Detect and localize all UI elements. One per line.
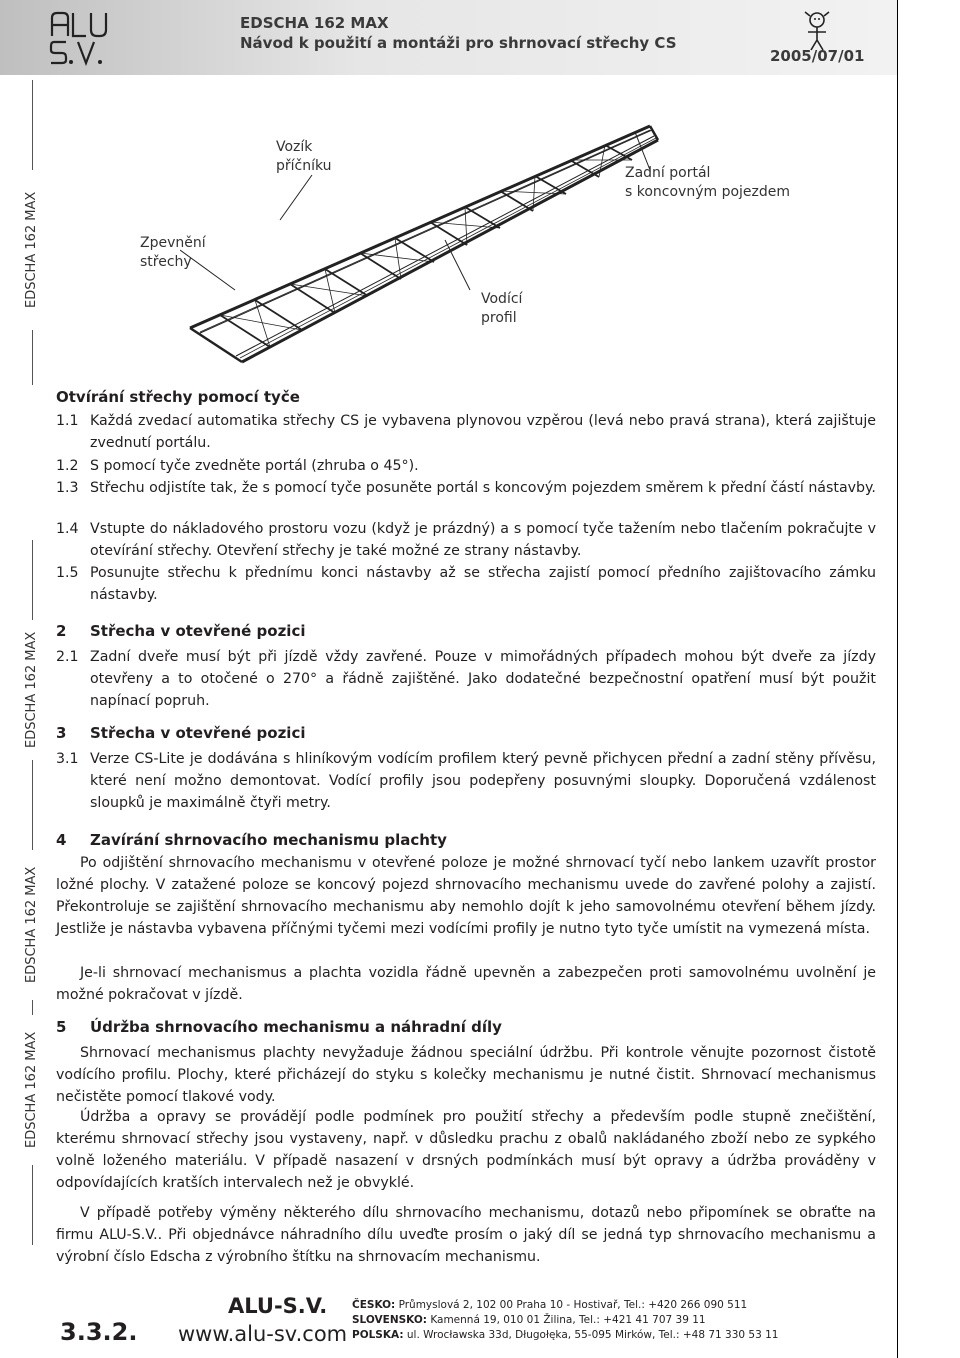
document-title xyxy=(240,13,677,53)
side-label: EDSCHA 162 MAX xyxy=(24,631,39,749)
section5-number: 5 xyxy=(56,1018,67,1036)
list-item: 2.1 Zadní dveře musí být při jízdě vždy zavřené. Pouze v mimořádných případech mohou být dveře za jízdy otevřeny a to otočené o 270° a řádně zajištěné. Jako dodatečné bezpečnostní opatření musí být použit napínací popruh. xyxy=(56,649,876,709)
alu-sv-logo xyxy=(48,10,110,66)
footer-addresses xyxy=(352,1298,779,1343)
leader-line xyxy=(280,175,312,220)
section3-heading: Střecha v otevřené pozici xyxy=(90,724,306,742)
side-rule xyxy=(32,80,33,170)
page-number: 3.3.2. xyxy=(60,1318,138,1346)
list-item: 3.1 Verze CS-Lite je dodávána s hliníkovým vodícím profilem který pevně přichycen přední a zadní stěny přívěsu, které není možno demontovat. Vodící profily jsou podepřeny posuvnými sloupky. Doporučená vzdálenost sloupků je maximálně čtyři metry. xyxy=(56,751,876,811)
paragraph: Údržba a opravy se provádějí podle podmínek pro použití střechy a především podle stupně znečištění, kterému shrnovací střechy jsou vystaveny, např. v důsledku prachu z obalů nakládaného zboží nebo ze sypkého volně loženého materiálu. V případě nasazení v drsných podmínkách musí být opravy a údržba prováděny v odpovídajících kratších intervalech než je obvyklé. xyxy=(56,1109,876,1191)
section3-number: 3 xyxy=(56,724,67,742)
section4-number: 4 xyxy=(56,831,67,849)
title-product: EDSCHA 162 MAX xyxy=(240,14,389,32)
paragraph: Je-li shrnovací mechanismus a plachta vozidla řádně upevněn a zabezpečen proti samovolnému uvolnění je možné pokračovat v jízdě. xyxy=(56,965,876,1003)
document-date: 2005/07/01 xyxy=(770,47,865,65)
roof-frame-illustration xyxy=(180,100,680,370)
list-item: 1.3 Střechu odjistíte tak, že s pomocí tyče posuněte portál s koncovým pojezdem směrem k přední částí nástavby. xyxy=(56,480,876,496)
list-item: 1.5 Posunujte střechu k přednímu konci nástavby až se střecha zajistí pomocí předního zajištovacího zámku nástavby. xyxy=(56,565,876,603)
footer-brand: ALU-S.V. xyxy=(228,1294,328,1318)
mascot-icon xyxy=(800,10,834,52)
side-rule xyxy=(32,1000,33,1015)
side-label: EDSCHA 162 MAX xyxy=(24,866,39,984)
label-zadni-portal: Zadní portál s koncovným pojezdem xyxy=(625,165,791,200)
side-rule xyxy=(32,760,33,850)
address-line: POLSKA: ul. Wrocławska 33d, Długołęka, 55-095 Mirków, Tel.: +48 71 330 53 11 xyxy=(352,1329,779,1341)
address-line: ČESKO: Průmyslová 2, 102 00 Praha 10 - Hostivař, Tel.: +420 266 090 511 xyxy=(352,1299,748,1311)
paragraph: V případě potřeby výměny některého dílu shrnovacího mechanismu, dotazů nebo připomínek se obraťte na firmu ALU-S.V.. Při objednávce náhradního dílu uveďte prosím o jaký díl se jedná typ shrnovacího mechanismu a výrobní číslo Edscha z výrobního štítku na shrnovacím mechanismu. xyxy=(56,1205,876,1265)
label-vozik: Vozík příčníku xyxy=(276,139,332,174)
side-rule xyxy=(32,540,33,620)
label-zpevneni: Zpevnění střechy xyxy=(140,235,206,270)
section1-heading: Otvírání střechy pomocí tyče xyxy=(56,388,300,406)
title-subtitle: Návod k použití a montáži pro shrnovací střechy CS xyxy=(240,34,677,52)
paragraph: Shrnovací mechanismus plachty nevyžaduje žádnou speciální údržbu. Při kontrole věnujte pozornost čistotě vodícího profilu. Plochy, které přicházejí do styku s kolečky mechanismu je nutné čistit. Shrnovací mechanismus nečistěte pomocí tlakové vody. xyxy=(56,1045,876,1105)
section2-number: 2 xyxy=(56,622,67,640)
list-item: 1.2 S pomocí tyče zvedněte portál (zhruba o 45°). xyxy=(56,458,419,474)
section2-heading: Střecha v otevřené pozici xyxy=(90,622,306,640)
side-label: EDSCHA 162 MAX xyxy=(24,191,39,309)
section4-heading: Zavírání shrnovacího mechanismu plachty xyxy=(90,831,447,849)
section5-heading: Údržba shrnovacího mechanismu a náhradní díly xyxy=(90,1018,502,1036)
address-line: SLOVENSKO: Kamenná 19, 010 01 Žilina, Tel.: +421 41 707 39 11 xyxy=(352,1314,706,1326)
list-item: 1.4 Vstupte do nákladového prostoru vozu (když je prázdný) a s pomocí tyče tažením nebo tlačením pokračujte v otevírání střechy. Otevření střechy je také možné ze strany nástavby. xyxy=(56,521,876,559)
side-rule xyxy=(32,330,33,385)
side-label: EDSCHA 162 MAX xyxy=(24,1031,39,1149)
paragraph: Po odjištění shrnovacího mechanismu v otevřené poloze je možné shrnovací tyčí nebo lankem uzavřít prostor ložné plochy. V zatažené poloze se koncový pojezd shrnovacího mechanismu uvede do zavřené polohy a zajistí. Překontroluje se zajištění shrnovacího mechanismu aby nemohlo dojít k jeho samovolnému otevření během jízdy. Jestliže je nástavba vybavena příčnými tyčemi mezi vodícími profily je nutno tyto tyče umístit na vymezená místa. xyxy=(56,855,876,937)
list-item: 1.1 Každá zvedací automatika střechy CS je vybavena plynovou vzpěrou (levá nebo pravá strana), která zajištuje zvednutí portálu. xyxy=(56,413,876,451)
side-rule xyxy=(32,1165,33,1245)
footer-website-link[interactable]: www.alu-sv.com xyxy=(178,1322,348,1346)
page-right-rule xyxy=(897,0,898,1358)
label-vodici-profil: Vodící profil xyxy=(481,291,523,326)
